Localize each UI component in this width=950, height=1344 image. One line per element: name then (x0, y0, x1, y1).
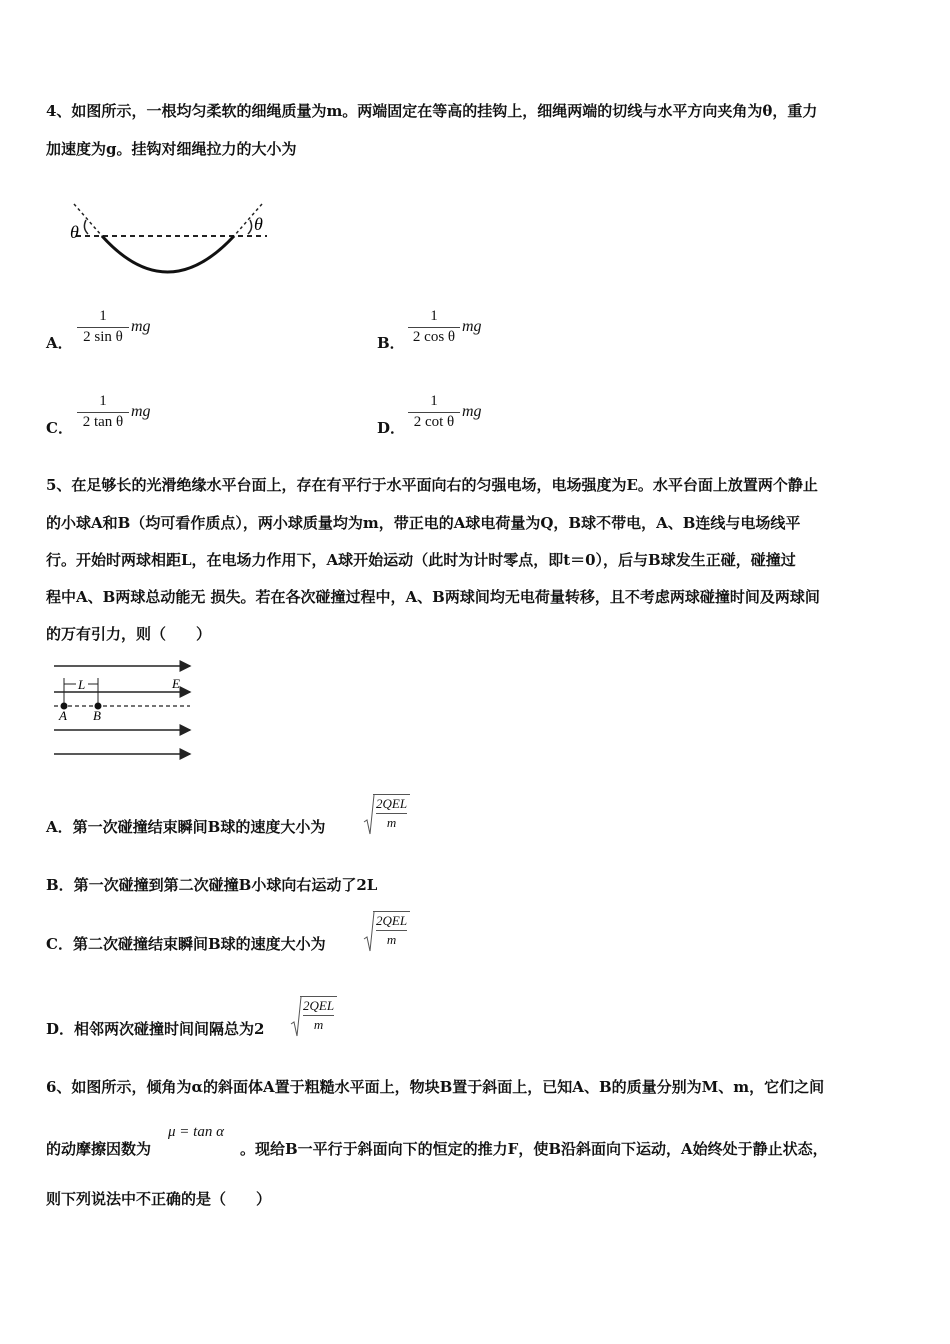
q4-option-d-label[interactable]: D． (377, 419, 406, 437)
field-label: E (172, 676, 180, 691)
q4-option-c-label[interactable]: C． (46, 419, 73, 437)
fraction-denominator: 2 cos θ (412, 329, 456, 345)
q6-mu-expression: μ = tan α (168, 1124, 224, 1140)
q4-option-b-fraction (408, 308, 460, 346)
q6-line2-prefix: 的动摩擦因数为 (46, 1140, 152, 1158)
q5-option-c-sqrt (363, 911, 419, 953)
sqrt-numerator: 2QEL (303, 997, 334, 1016)
q5-option-b[interactable]: B．第一次碰撞到第二次碰撞B小球向右运动了2L (46, 876, 378, 894)
sqrt-numerator: 2QEL (376, 795, 407, 814)
fraction-numerator: 1 (77, 308, 129, 328)
sqrt-denominator: m (313, 1017, 324, 1032)
q5-option-a[interactable]: A．第一次碰撞结束瞬间B球的速度大小为 (46, 818, 326, 836)
q4-option-b-mg: mg (462, 318, 482, 335)
ball-a-label: A (59, 708, 67, 723)
fraction-numerator: 1 (408, 308, 460, 328)
sqrt-denominator: m (386, 815, 397, 830)
fraction-denominator: 2 sin θ (83, 329, 123, 345)
q5-line2: 的小球A和B（均可看作质点），两小球质量均为m，带正电的A球电荷量为Q，B球不带电，A、B连线与电场线平 (46, 514, 801, 532)
q5-option-d[interactable]: D．相邻两次碰撞时间间隔总为2 (46, 1020, 265, 1038)
q4-option-c-fraction (77, 393, 129, 431)
q4-option-d-mg: mg (462, 403, 482, 420)
q4-option-d-fraction (408, 393, 460, 431)
q4-rope-figure (62, 198, 277, 288)
rope-curve (102, 236, 234, 272)
q5-line3: 行。开始时两球相距L，在电场力作用下，A球开始运动（此时为计时零点，即t＝0），后与B球发生正碰，碰撞过 (46, 551, 796, 569)
q4-line2: 加速度为g。挂钩对细绳拉力的大小为 (46, 140, 297, 158)
q5-option-c[interactable]: C．第二次碰撞结束瞬间B球的速度大小为 (46, 935, 326, 953)
left-angle-label: θ (70, 222, 79, 242)
ball-b-label: B (93, 708, 101, 723)
q5-option-d-sqrt (290, 996, 346, 1038)
q4-option-b-label[interactable]: B． (377, 334, 405, 352)
q6-line2-suffix: 。现给B一平行于斜面向下的恒定的推力F，使B沿斜面向下运动，A始终处于静止状态， (240, 1140, 828, 1158)
right-angle-label: θ (254, 214, 263, 234)
fraction-numerator: 1 (77, 393, 129, 413)
q4-line1: 4、如图所示，一根均匀柔软的细绳质量为m。两端固定在等高的挂钩上，细绳两端的切线与水平方向夹角为θ，重力 (46, 102, 818, 120)
q5-line5: 的万有引力，则（ ） (46, 625, 212, 643)
q5-option-a-sqrt (363, 794, 419, 836)
q4-option-a-fraction (77, 308, 129, 346)
q4-option-c-mg: mg (131, 403, 151, 420)
q5-line1: 5、在足够长的光滑绝缘水平台面上，存在有平行于水平面向右的匀强电场，电场强度为E。水平台面上放置两个静止 (46, 476, 818, 494)
sqrt-numerator: 2QEL (376, 912, 407, 931)
q6-line1: 6、如图所示，倾角为α的斜面体A置于粗糙水平面上，物块B置于斜面上，已知A、B的质量分别为M、m，它们之间 (46, 1078, 825, 1096)
q6-line3: 则下列说法中不正确的是（ ） (46, 1190, 272, 1208)
q4-option-a-mg: mg (131, 318, 151, 335)
fraction-denominator: 2 tan θ (82, 414, 124, 430)
sqrt-denominator: m (386, 932, 397, 947)
q5-line4: 程中A、B两球总动能无 损失。若在各次碰撞过程中，A、B两球间均无电荷量转移，且不考虑两球碰撞时间及两球间 (46, 588, 820, 606)
fraction-numerator: 1 (408, 393, 460, 413)
distance-label: L (78, 677, 86, 692)
q4-option-a-label[interactable]: A． (46, 334, 73, 352)
fraction-denominator: 2 cot θ (413, 414, 455, 430)
q5-field-figure (50, 658, 200, 760)
